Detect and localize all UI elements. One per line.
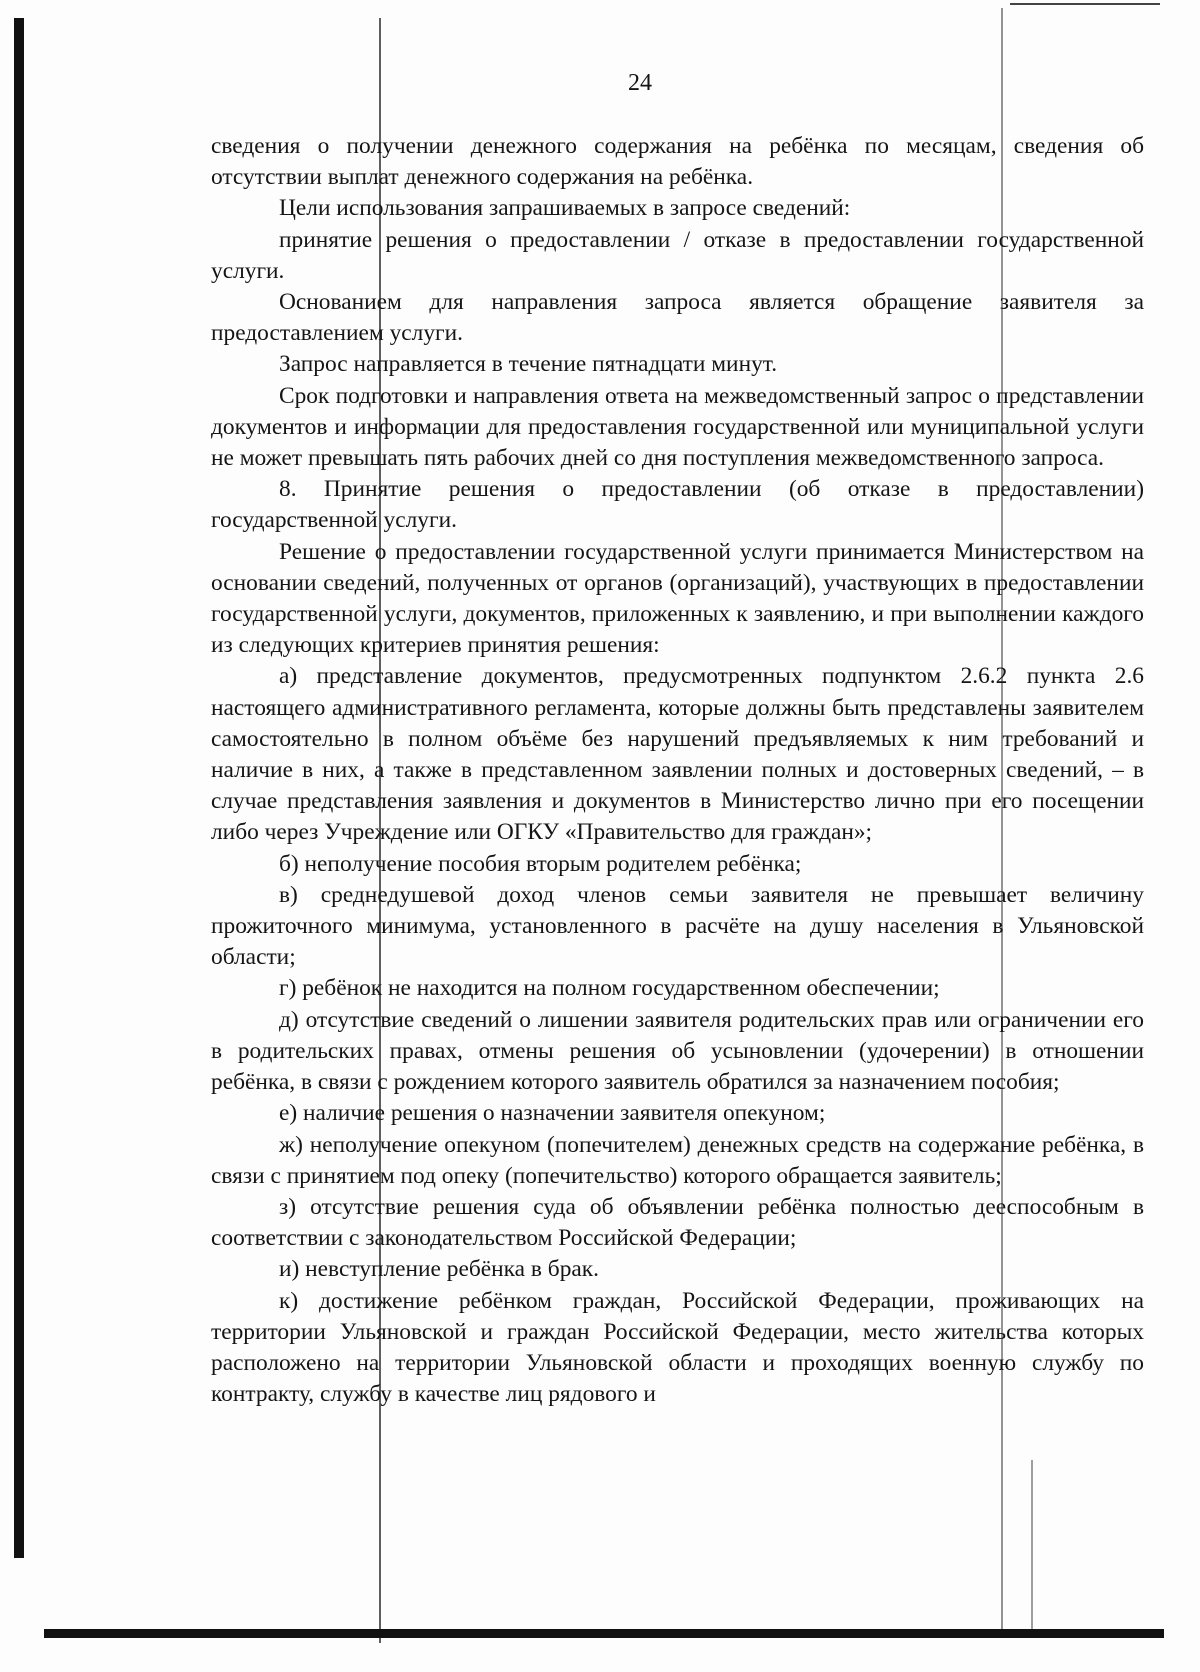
paragraph: Основанием для направления запроса является обращение заявителя за предоставлением услуги. bbox=[211, 289, 1144, 347]
paragraph: и) невступление ребёнка в брак. bbox=[279, 1256, 599, 1283]
paragraph: б) неполучение пособия вторым родителем ребёнка; bbox=[279, 850, 802, 877]
document-body bbox=[211, 131, 1144, 1410]
paragraph: Срок подготовки и направления ответа на межведомственный запрос о представлении документов и информации для предоставления государственной или муниципальной услуги не может превышать пять рабочих дней со дня поступления межведомственного запроса. bbox=[211, 382, 1144, 472]
paragraph: е) наличие решения о назначении заявителя опекуном; bbox=[279, 1100, 826, 1127]
paragraph: ж) неполучение опекуном (попечителем) денежных средств на содержание ребёнка, в связи с принятием под опеку (попечительство) которого обращается заявитель; bbox=[211, 1131, 1144, 1189]
scan-edge-bottom bbox=[44, 1629, 1164, 1638]
paragraph: к) достижение ребёнком граждан, Российской Федерации, проживающих на территории Ульяновской и граждан Российской Федерации, место жительства которых расположено на территории Ульяновской области и проходящих военную службу по контракту, службу в качестве лиц рядового и bbox=[211, 1287, 1144, 1408]
paragraph: Цели использования запрашиваемых в запросе сведений: bbox=[279, 195, 851, 222]
paragraph: Запрос направляется в течение пятнадцати минут. bbox=[279, 351, 778, 378]
scan-fold-line bbox=[1031, 1460, 1033, 1635]
paragraph: принятие решения о предоставлении / отказе в предоставлении государственной услуги. bbox=[211, 226, 1144, 284]
scan-edge-left bbox=[14, 18, 24, 1558]
paragraph: сведения о получении денежного содержания на ребёнка по месяцам, сведения об отсутствии выплат денежного содержания на ребёнка. bbox=[211, 133, 1144, 191]
paragraph: 8. Принятие решения о предоставлении (об отказе в предоставлении) государственной услуги. bbox=[211, 476, 1144, 534]
paragraph: Решение о предоставлении государственной услуги принимается Министерством на основании сведений, полученных от органов (организаций), участвующих в предоставлении государственной услуги, документов, приложенных к заявлению, и при выполнении каждого из следующих критериев принятия решения: bbox=[211, 538, 1144, 659]
paragraph: а) представление документов, предусмотренных подпунктом 2.6.2 пункта 2.6 настоящего административного регламента, которые должны быть представлены заявителем самостоятельно в полном объёме без нарушений предъявляемых к ним требований и наличие в них, а также в представленном заявлении полных и достоверных сведений, – в случае представления заявления и документов в Министерство лично при его посещении либо через Учреждение или ОГКУ «Правительство для граждан»; bbox=[211, 663, 1144, 846]
paragraph: д) отсутствие сведений о лишении заявителя родительских прав или ограничении его в родительских правах, отмены решения об усыновлении (удочерении) в отношении ребёнка, в связи с рождением которого заявитель обратился за назначением пособия; bbox=[211, 1006, 1144, 1096]
scan-edge-top bbox=[1010, 3, 1160, 5]
paragraph: з) отсутствие решения суда об объявлении ребёнка полностью дееспособным в соответствии с законодательством Российской Федерации; bbox=[211, 1193, 1144, 1252]
paragraph: в) среднедушевой доход членов семьи заявителя не превышает величину прожиточного минимума, установленного в расчёте на душу населения в Ульяновской области; bbox=[211, 881, 1144, 971]
paragraph: г) ребёнок не находится на полном государственном обеспечении; bbox=[279, 975, 940, 1002]
page-number: 24 bbox=[628, 70, 652, 96]
